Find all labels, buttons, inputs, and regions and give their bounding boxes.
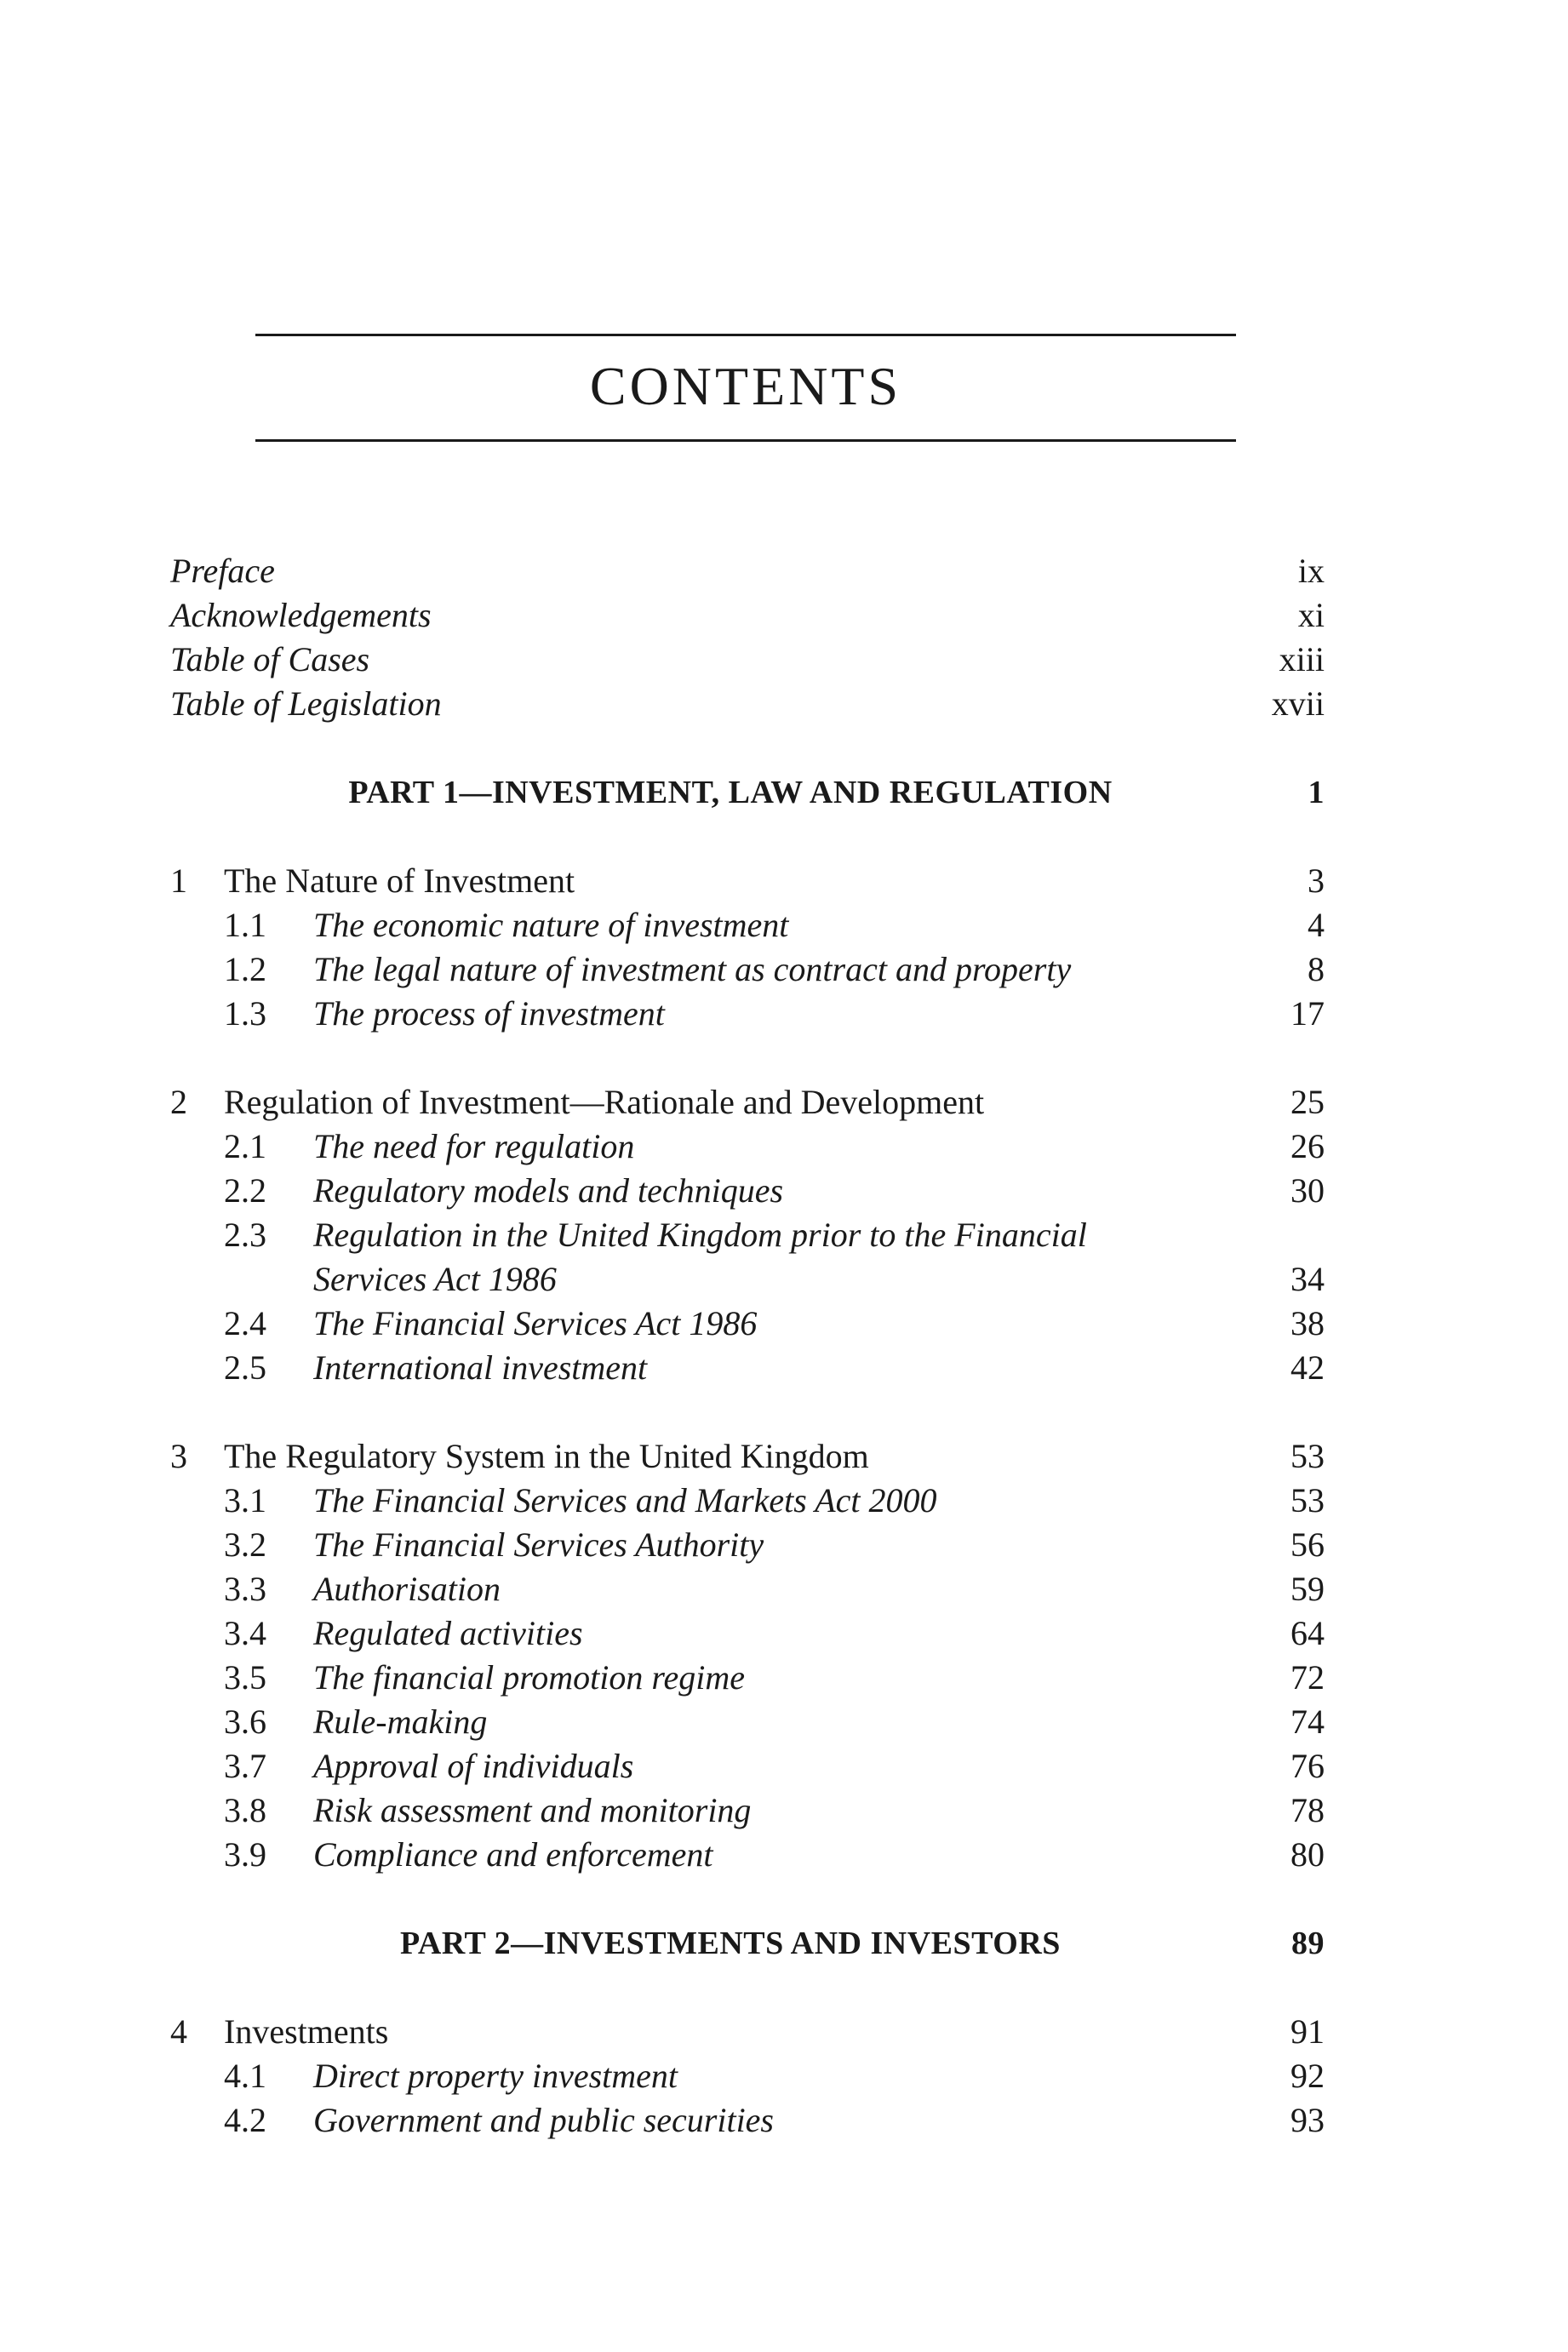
part-heading: PART 2—INVESTMENTS AND INVESTORS [400, 1926, 1061, 1961]
toc-page-number: 72 [1290, 1658, 1325, 1697]
toc-section-4-2[interactable] [170, 2098, 1325, 2143]
section-title: Compliance and enforcement [313, 1835, 713, 1874]
toc-section-1-3[interactable] [170, 992, 1325, 1036]
section-title: Direct property investment [313, 2057, 678, 2095]
toc-page-number: 53 [1290, 1437, 1325, 1475]
bottom-rule [255, 439, 1236, 442]
toc-page-number: 3 [1308, 861, 1325, 900]
toc-entry-label: Preface [170, 552, 275, 590]
chapter-title: Investments [224, 2012, 389, 2051]
toc-section-3-4[interactable] [170, 1611, 1325, 1656]
section-title: Regulated activities [313, 1614, 583, 1652]
toc-section-3-6[interactable] [170, 1700, 1325, 1744]
section-title: Rule-making [313, 1702, 488, 1741]
toc-entry-preface[interactable] [170, 549, 1325, 593]
toc-entry-label: Table of Legislation [170, 684, 442, 723]
toc-page-number: 38 [1290, 1304, 1325, 1342]
toc-page-number: 78 [1290, 1791, 1325, 1829]
toc-page-number: 80 [1290, 1835, 1325, 1874]
section-title: The process of investment [313, 994, 665, 1033]
table-of-contents [170, 549, 1325, 2143]
contents-heading-block [255, 334, 1236, 443]
section-number: 3.4 [224, 1614, 266, 1652]
spacer [170, 1966, 1325, 2010]
section-title: Regulation in the United Kingdom prior to the Financial [313, 1216, 1087, 1254]
toc-section-3-2[interactable] [170, 1523, 1325, 1567]
chapter-title: The Nature of Investment [224, 861, 575, 900]
toc-page-number: 8 [1308, 950, 1325, 988]
toc-chapter-1[interactable] [170, 859, 1325, 903]
section-number: 3.7 [224, 1747, 266, 1785]
section-title: Authorisation [313, 1570, 501, 1608]
toc-page-number: 92 [1290, 2057, 1325, 2095]
toc-section-2-1[interactable] [170, 1124, 1325, 1169]
toc-section-2-4[interactable] [170, 1302, 1325, 1346]
section-title: The Financial Services and Markets Act 2000 [313, 1481, 937, 1519]
part-heading: PART 1—INVESTMENT, LAW AND REGULATION [348, 775, 1113, 810]
chapter-title: The Regulatory System in the United Kingdom [224, 1437, 869, 1475]
toc-page-number: 91 [1290, 2012, 1325, 2051]
section-title: The legal nature of investment as contract and property [313, 950, 1072, 988]
toc-section-2-5[interactable] [170, 1346, 1325, 1390]
chapter-title: Regulation of Investment—Rationale and Development [224, 1083, 985, 1121]
toc-page-number: 64 [1290, 1614, 1325, 1652]
toc-page-number: 34 [1290, 1260, 1325, 1298]
toc-page-number: 89 [1291, 1926, 1325, 1961]
toc-page-number: 17 [1290, 994, 1325, 1033]
section-number: 2.5 [224, 1348, 266, 1387]
toc-page-number: xi [1297, 596, 1325, 634]
section-title: The economic nature of investment [313, 906, 789, 944]
toc-entry-acknowledgements[interactable] [170, 593, 1325, 638]
section-number: 4.1 [224, 2057, 266, 2095]
toc-page-number: 1 [1308, 775, 1325, 810]
toc-section-3-9[interactable] [170, 1833, 1325, 1877]
toc-section-2-3[interactable] [170, 1213, 1325, 1257]
chapter-number: 3 [170, 1437, 187, 1475]
section-number: 3.5 [224, 1658, 266, 1697]
toc-chapter-2[interactable] [170, 1080, 1325, 1124]
toc-entry-label: Acknowledgements [170, 596, 432, 634]
section-title: Government and public securities [313, 2101, 774, 2139]
toc-section-3-1[interactable] [170, 1479, 1325, 1523]
section-number: 2.2 [224, 1171, 266, 1210]
toc-section-3-8[interactable] [170, 1788, 1325, 1833]
toc-section-1-1[interactable] [170, 903, 1325, 947]
toc-section-1-2[interactable] [170, 947, 1325, 992]
section-number: 2.3 [224, 1216, 266, 1254]
toc-page-number: 26 [1290, 1127, 1325, 1165]
section-title: The financial promotion regime [313, 1658, 745, 1697]
spacer [170, 1390, 1325, 1434]
section-number: 3.8 [224, 1791, 266, 1829]
top-rule [255, 334, 1236, 336]
toc-page-number: 42 [1290, 1348, 1325, 1387]
toc-page-number: 76 [1290, 1747, 1325, 1785]
toc-page-number: 53 [1290, 1481, 1325, 1519]
chapter-number: 4 [170, 2012, 187, 2051]
section-number: 1.2 [224, 950, 266, 988]
section-number: 4.2 [224, 2101, 266, 2139]
section-number: 2.4 [224, 1304, 266, 1342]
toc-page-number: xvii [1271, 684, 1325, 723]
section-title: Risk assessment and monitoring [313, 1791, 752, 1829]
spacer [170, 1036, 1325, 1080]
section-number: 1.1 [224, 906, 266, 944]
toc-page-number: 59 [1290, 1570, 1325, 1608]
section-number: 3.9 [224, 1835, 266, 1874]
chapter-number: 2 [170, 1083, 187, 1121]
spacer [170, 726, 1325, 770]
toc-section-3-5[interactable] [170, 1656, 1325, 1700]
spacer [170, 1877, 1325, 1921]
toc-section-3-7[interactable] [170, 1744, 1325, 1788]
section-number: 1.3 [224, 994, 266, 1033]
section-title: The need for regulation [313, 1127, 635, 1165]
toc-entry-table-of-cases[interactable] [170, 638, 1325, 682]
toc-section-2-3-continued[interactable] [170, 1257, 1325, 1302]
toc-part-2[interactable] [170, 1921, 1325, 1966]
toc-page-number: 93 [1290, 2101, 1325, 2139]
page-title: CONTENTS [589, 356, 902, 416]
toc-entry-label: Table of Cases [170, 640, 370, 678]
toc-entry-table-of-legislation[interactable] [170, 682, 1325, 726]
toc-section-4-1[interactable] [170, 2054, 1325, 2098]
spacer [170, 815, 1325, 859]
section-title: The Financial Services Act 1986 [313, 1304, 758, 1342]
section-title: International investment [313, 1348, 648, 1387]
toc-page-number: 74 [1290, 1702, 1325, 1741]
toc-page-number: 25 [1290, 1083, 1325, 1121]
section-number: 3.6 [224, 1702, 266, 1741]
toc-chapter-3[interactable] [170, 1434, 1325, 1479]
section-title: The Financial Services Authority [313, 1525, 764, 1564]
toc-page-number: ix [1297, 552, 1325, 590]
section-title: Approval of individuals [313, 1747, 634, 1785]
section-title: Regulatory models and techniques [313, 1171, 784, 1210]
toc-page-number: xiii [1279, 640, 1325, 678]
toc-chapter-4[interactable] [170, 2010, 1325, 2054]
toc-section-2-2[interactable] [170, 1169, 1325, 1213]
section-title-continued: Services Act 1986 [313, 1260, 557, 1298]
toc-page-number: 56 [1290, 1525, 1325, 1564]
section-number: 2.1 [224, 1127, 266, 1165]
chapter-number: 1 [170, 861, 187, 900]
section-number: 3.2 [224, 1525, 266, 1564]
toc-page-number: 30 [1290, 1171, 1325, 1210]
section-number: 3.1 [224, 1481, 266, 1519]
section-number: 3.3 [224, 1570, 266, 1608]
toc-page-number: 4 [1308, 906, 1325, 944]
toc-part-1[interactable] [170, 770, 1325, 815]
toc-section-3-3[interactable] [170, 1567, 1325, 1611]
